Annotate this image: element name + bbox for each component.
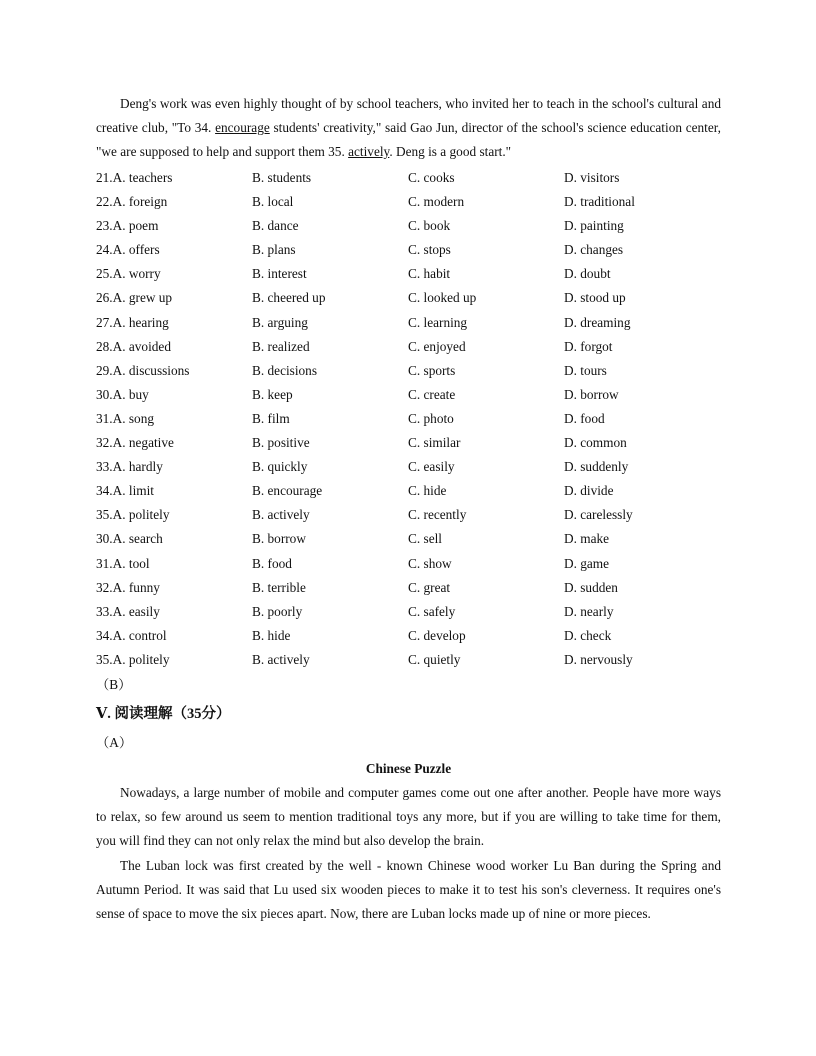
option-a — [96, 527, 163, 551]
option-d: D. dreaming — [564, 314, 631, 330]
option-a — [96, 407, 154, 431]
option-row — [96, 335, 721, 359]
option-a — [96, 190, 167, 214]
option-a — [96, 166, 172, 190]
option-a-text: A. foreign — [112, 194, 168, 210]
option-a-text: A. search — [112, 531, 163, 547]
option-c: C. quietly — [408, 651, 461, 667]
option-a-text: A. buy — [112, 386, 149, 402]
answer-blank-35: actively — [348, 144, 390, 159]
question-number: 29. — [96, 362, 113, 378]
option-d: D. doubt — [564, 266, 611, 282]
option-a-text: A. tool — [112, 555, 150, 571]
option-c: C. recently — [408, 507, 467, 523]
option-b: B. quickly — [252, 459, 308, 475]
option-c: C. hide — [408, 483, 447, 499]
option-d: D. changes — [564, 242, 624, 258]
option-a — [96, 648, 170, 672]
option-c: C. safely — [408, 603, 456, 619]
option-b: B. arguing — [252, 314, 308, 330]
option-row — [96, 190, 721, 214]
option-d: D. tours — [564, 362, 607, 378]
option-d: D. make — [564, 531, 610, 547]
option-b: B. poorly — [252, 603, 303, 619]
option-b: B. students — [252, 170, 312, 185]
intro-text-1: Deng's work was even highly thought of by school teachers, who invited her to teach in the school's cultural and creative club, "To 34. — [96, 96, 721, 135]
option-c: C. develop — [408, 627, 466, 643]
option-c: C. photo — [408, 410, 454, 426]
option-row — [96, 359, 721, 383]
option-c: C. sports — [408, 362, 456, 378]
option-a-text: A. poem — [112, 218, 159, 234]
reading-paragraph-2: The Luban lock was first created by the well - known Chinese wood worker Lu Ban during the Spring and Autumn Period. It was said that Lu used six wooden pieces to make it to test his son's cleverness. It requires one's sense of space to move the six pieces apart. Now, there are Luban locks made up of nine or more pieces. — [96, 858, 721, 921]
option-b: B. hide — [252, 627, 291, 643]
option-row — [96, 576, 721, 600]
option-c: C. cooks — [408, 170, 455, 185]
option-a — [96, 552, 150, 576]
option-row — [96, 503, 721, 527]
option-c: C. modern — [408, 194, 465, 210]
question-number: 23. — [96, 218, 113, 234]
question-number: 24. — [96, 242, 113, 258]
option-row — [96, 431, 721, 455]
reading-title: Chinese Puzzle — [365, 761, 452, 776]
option-a-text: A. avoided — [112, 338, 171, 354]
option-d: D. food — [564, 410, 605, 426]
option-a-text: A. funny — [112, 579, 160, 595]
option-b: B. encourage — [252, 483, 323, 499]
option-b: B. actively — [252, 507, 310, 523]
question-number: 31. — [96, 555, 113, 571]
intro-paragraph — [96, 92, 721, 164]
option-a — [96, 455, 163, 479]
option-d: D. traditional — [564, 194, 635, 210]
option-row — [96, 383, 721, 407]
question-number: 33. — [96, 603, 113, 619]
reading-paragraph-1: Nowadays, a large number of mobile and computer games come out one after another. People have more ways to relax, so few around us seem to mention traditional toys any more, but if you are willing to take time for them, you will find they can not only relax the mind but also develop the brain. — [96, 785, 721, 848]
question-number: 28. — [96, 338, 113, 354]
question-number: 34. — [96, 483, 113, 499]
option-row — [96, 479, 721, 503]
option-a — [96, 335, 171, 359]
option-a-text: A. discussions — [112, 362, 190, 378]
option-b: B. dance — [252, 218, 299, 234]
option-b: B. plans — [252, 242, 296, 258]
option-a — [96, 383, 149, 407]
option-a-text: A. control — [112, 627, 167, 643]
option-a — [96, 503, 170, 527]
question-number: 30. — [96, 386, 113, 402]
option-b: B. keep — [252, 386, 293, 402]
option-b: B. interest — [252, 266, 307, 282]
question-number: 26. — [96, 290, 113, 306]
option-a-text: A. hearing — [112, 314, 169, 330]
option-b: B. borrow — [252, 531, 306, 547]
option-a — [96, 600, 160, 624]
option-b: B. decisions — [252, 362, 318, 378]
option-a-text: A. song — [112, 410, 154, 426]
question-number: 35. — [96, 651, 113, 667]
question-number: 34. — [96, 627, 113, 643]
option-c: C. great — [408, 579, 451, 595]
option-row — [96, 407, 721, 431]
option-a-text: A. hardly — [112, 459, 163, 475]
option-a — [96, 286, 172, 310]
option-row — [96, 552, 721, 576]
option-b: B. food — [252, 555, 292, 571]
option-c: C. stops — [408, 242, 451, 258]
option-row — [96, 262, 721, 286]
options-list — [96, 166, 721, 672]
option-c: C. learning — [408, 314, 468, 330]
option-a — [96, 359, 189, 383]
option-d: D. forgot — [564, 338, 613, 354]
option-row — [96, 624, 721, 648]
question-number: 33. — [96, 459, 113, 475]
option-row — [96, 311, 721, 335]
option-a — [96, 431, 174, 455]
option-c: C. looked up — [408, 290, 477, 306]
option-b: B. positive — [252, 435, 310, 451]
option-d: D. check — [564, 627, 612, 643]
option-row — [96, 527, 721, 551]
option-row — [96, 600, 721, 624]
option-a-text: A. politely — [112, 651, 170, 667]
option-a-text: A. limit — [112, 483, 154, 499]
option-c: C. similar — [408, 435, 461, 451]
option-d: D. borrow — [564, 386, 619, 402]
option-c: C. sell — [408, 531, 442, 547]
option-d: D. visitors — [564, 170, 620, 185]
option-d: D. common — [564, 435, 627, 451]
option-b: B. terrible — [252, 579, 306, 595]
question-number: 32. — [96, 435, 113, 451]
option-a-text: A. offers — [112, 242, 160, 258]
option-a — [96, 311, 169, 335]
option-c: C. easily — [408, 459, 455, 475]
question-number: 27. — [96, 314, 113, 330]
option-a-text: A. worry — [112, 266, 161, 282]
option-c: C. show — [408, 555, 452, 571]
option-b: B. cheered up — [252, 290, 326, 306]
question-number: 25. — [96, 266, 113, 282]
option-a — [96, 576, 160, 600]
option-a-text: A. teachers — [112, 170, 173, 185]
option-d: D. game — [564, 555, 610, 571]
option-row — [96, 214, 721, 238]
option-d: D. suddenly — [564, 459, 629, 475]
option-b: B. local — [252, 194, 294, 210]
option-a — [96, 479, 154, 503]
option-d: D. carelessly — [564, 507, 633, 523]
section-heading: Ⅴ. 阅读理解（35分） — [96, 706, 231, 722]
option-a — [96, 214, 158, 238]
option-d: D. nervously — [564, 651, 633, 667]
option-b: B. actively — [252, 651, 310, 667]
option-c: C. book — [408, 218, 451, 234]
option-c: C. habit — [408, 266, 451, 282]
option-a-text: A. easily — [112, 603, 160, 619]
intro-text-3: . Deng is a good start." — [389, 144, 512, 159]
option-d: D. stood up — [564, 290, 626, 306]
question-number: 30. — [96, 531, 113, 547]
option-d: D. divide — [564, 483, 614, 499]
option-row — [96, 286, 721, 310]
option-a — [96, 262, 161, 286]
question-number: 32. — [96, 579, 113, 595]
option-row — [96, 648, 721, 672]
option-c: C. enjoyed — [408, 338, 466, 354]
option-a — [96, 624, 167, 648]
option-a-text: A. politely — [112, 507, 170, 523]
option-b: B. realized — [252, 338, 310, 354]
option-d: D. painting — [564, 218, 624, 234]
option-row — [96, 455, 721, 479]
option-c: C. create — [408, 386, 456, 402]
option-a-text: A. negative — [112, 435, 174, 451]
intro-text-2: students' creativity," said Gao Jun, director of the school's science education center, "we are supposed to help and support them 35. — [96, 120, 721, 159]
option-d: D. sudden — [564, 579, 618, 595]
option-a-text: A. grew up — [112, 290, 173, 306]
label-a: （A） — [96, 735, 133, 750]
option-row — [96, 238, 721, 262]
option-b: B. film — [252, 410, 290, 426]
option-d: D. nearly — [564, 603, 614, 619]
question-number: 22. — [96, 194, 113, 210]
label-b: （B） — [96, 677, 132, 692]
option-a — [96, 238, 160, 262]
question-number: 31. — [96, 410, 113, 426]
option-row — [96, 166, 721, 190]
question-number: 35. — [96, 507, 113, 523]
question-number: 21. — [96, 170, 113, 185]
answer-blank-34: encourage — [215, 120, 270, 135]
